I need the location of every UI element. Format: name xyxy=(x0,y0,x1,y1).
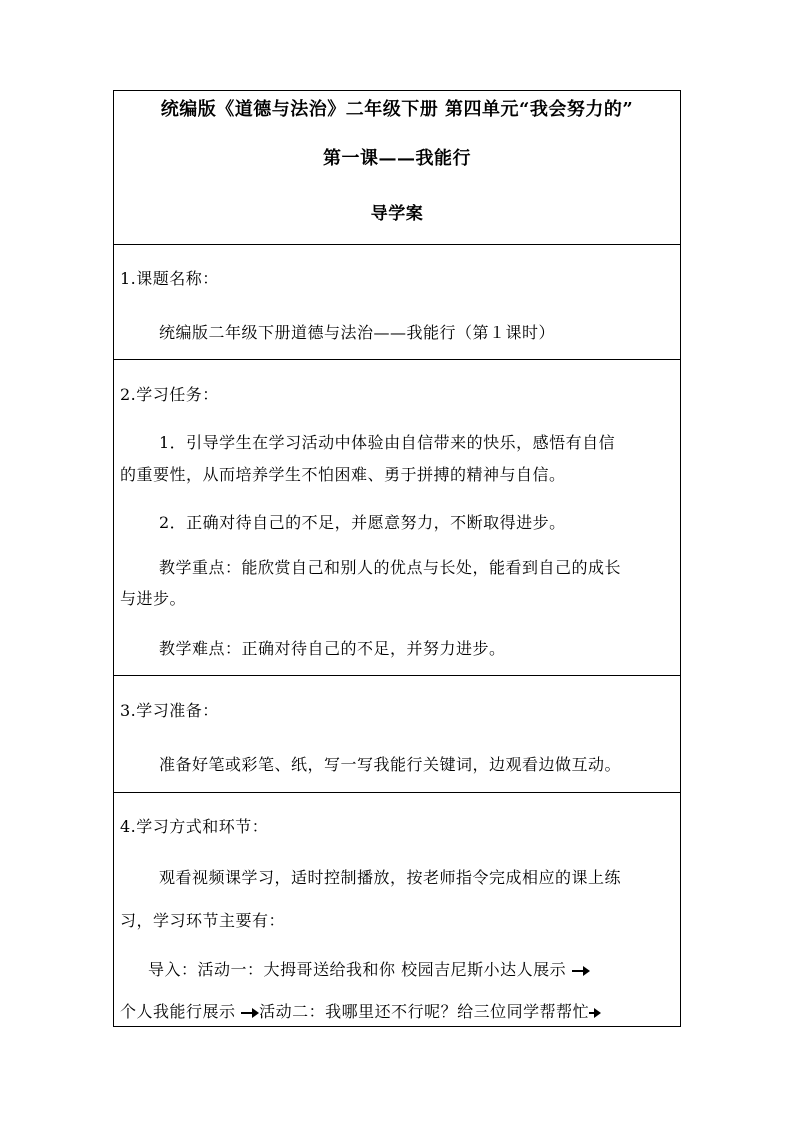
right-arrow-icon xyxy=(572,966,590,976)
right-arrow-icon xyxy=(241,1008,259,1018)
section-heading: 4.学习方式和环节： xyxy=(120,817,269,836)
title-cell xyxy=(114,91,680,244)
task-1-line-1: 1．引导学生在学习活动中体验由自信带来的快乐，感悟有自信 xyxy=(159,433,616,452)
section-tasks xyxy=(114,359,680,675)
methods-line-2: 习，学习环节主要有： xyxy=(120,911,286,930)
section-topic xyxy=(114,244,680,359)
section-heading: 2.学习任务： xyxy=(120,385,219,404)
lesson-plan-table xyxy=(113,90,681,1027)
document-subtitle: 导学案 xyxy=(370,204,424,224)
flow-line-1 xyxy=(148,960,590,980)
section-preparation xyxy=(114,675,680,792)
flow-line-2 xyxy=(120,1002,601,1022)
section-heading: 3.学习准备： xyxy=(120,701,219,720)
flow-step-text: 导入：活动一：大拇哥送给我和你 校园吉尼斯小达人展示 xyxy=(148,960,567,979)
methods-line-1: 观看视频课学习，适时控制播放，按老师指令完成相应的课上练 xyxy=(159,868,622,887)
topic-content: 统编版二年级下册道德与法治——我能行（第１课时） xyxy=(159,323,556,342)
task-2: 2．正确对待自己的不足，并愿意努力，不断取得进步。 xyxy=(159,513,566,532)
section-heading: 1.课题名称： xyxy=(120,269,219,288)
flow-step-text: 活动二：我哪里还不行呢？给三位同学帮帮忙 xyxy=(259,1002,590,1021)
task-1-line-2: 的重要性，从而培养学生不怕困难、勇于拼搏的精神与自信。 xyxy=(120,465,566,484)
lesson-title: 第一课——我能行 xyxy=(323,148,471,169)
teaching-key-line-2: 与进步。 xyxy=(120,589,187,608)
preparation-content: 准备好笔或彩笔、纸，写一写我能行关键词，边观看边做互动。 xyxy=(159,755,622,774)
section-methods xyxy=(114,792,680,1026)
teaching-key-line-1: 教学重点：能欣赏自己和别人的优点与长处，能看到自己的成长 xyxy=(159,558,622,577)
flow-step-text: 个人我能行展示 xyxy=(120,1002,236,1021)
teaching-difficulty: 教学难点：正确对待自己的不足，并努力进步。 xyxy=(159,639,506,658)
document-title: 统编版《道德与法治》二年级下册 第四单元“我会努力的” xyxy=(160,99,634,120)
right-arrow-icon xyxy=(589,1008,601,1018)
